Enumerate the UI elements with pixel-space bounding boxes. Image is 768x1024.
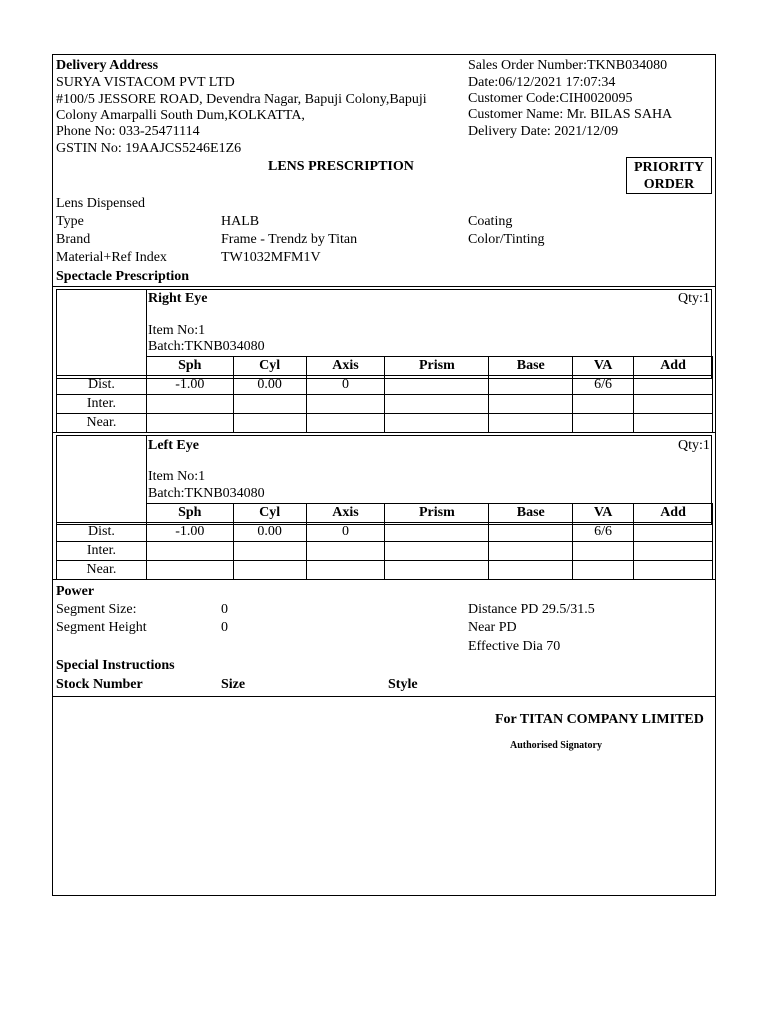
table-cell — [573, 395, 634, 414]
table-cell — [634, 542, 713, 561]
table-header-row — [57, 357, 713, 376]
table-cell — [634, 414, 713, 433]
table-row — [57, 414, 713, 433]
delivery-address-heading: Delivery Address — [56, 58, 159, 73]
table-cell — [385, 542, 489, 561]
authorised-signatory: Authorised Signatory — [510, 740, 602, 751]
column-header: Cyl — [233, 504, 306, 523]
left-eye-qty: Qty:1 — [678, 438, 710, 453]
table-cell — [634, 395, 713, 414]
table-cell — [233, 542, 306, 561]
order-date: Date:06/12/2021 17:07:34 — [468, 75, 616, 90]
table-cell — [233, 395, 306, 414]
delivery-company: SURYA VISTACOM PVT LTD — [56, 75, 235, 90]
divider — [52, 579, 716, 580]
type-label: Type — [56, 214, 84, 229]
table-cell — [385, 376, 489, 395]
divider — [146, 435, 147, 503]
color-tinting-label: Color/Tinting — [468, 232, 545, 247]
delivery-gstin: GSTIN No: 19AAJCS5246E1Z6 — [56, 141, 242, 156]
table-row — [57, 561, 713, 580]
delivery-address-line1: #100/5 JESSORE ROAD, Devendra Nagar, Bapuji Colony,Bapuji — [56, 92, 427, 107]
row-label: Dist. — [57, 523, 147, 542]
spectacle-prescription-heading: Spectacle Prescription — [56, 269, 190, 284]
table-cell — [634, 523, 713, 542]
table-cell — [385, 395, 489, 414]
segment-size-label: Segment Size: — [56, 602, 137, 617]
table-cell — [489, 414, 573, 433]
table-cell — [634, 376, 713, 395]
table-cell — [146, 561, 233, 580]
table-cell: 6/6 — [573, 523, 634, 542]
material-label: Material+Ref Index — [56, 250, 167, 265]
column-header: Add — [634, 357, 713, 376]
left-eye-item: Item No:1 — [148, 469, 206, 484]
coating-label: Coating — [468, 214, 513, 229]
column-header: Base — [489, 357, 573, 376]
priority-line1: PRIORITY — [633, 160, 704, 175]
table-cell — [306, 542, 385, 561]
priority-order-badge — [626, 157, 712, 194]
segment-size-value: 0 — [221, 602, 228, 617]
table-cell — [306, 414, 385, 433]
column-header: VA — [573, 357, 634, 376]
right-eye-title: Right Eye — [148, 291, 208, 306]
type-value: HALB — [221, 214, 260, 229]
row-label: Inter. — [57, 542, 147, 561]
table-cell — [634, 561, 713, 580]
table-cell — [385, 561, 489, 580]
table-cell — [146, 414, 233, 433]
table-cell — [385, 523, 489, 542]
row-label: Near. — [57, 414, 147, 433]
column-header: Axis — [306, 357, 385, 376]
table-cell — [573, 561, 634, 580]
column-header: Sph — [146, 504, 233, 523]
table-cell — [489, 542, 573, 561]
divider — [146, 289, 147, 357]
divider — [52, 286, 716, 287]
table-cell — [489, 376, 573, 395]
table-cell: -1.00 — [146, 523, 233, 542]
table-cell: 0.00 — [233, 376, 306, 395]
table-cell: 0 — [306, 523, 385, 542]
segment-height-label: Segment Height — [56, 620, 147, 635]
table-cell — [489, 395, 573, 414]
segment-height-value: 0 — [221, 620, 228, 635]
delivery-phone: Phone No: 033-25471114 — [56, 124, 200, 139]
effective-dia: Effective Dia 70 — [468, 639, 561, 654]
table-cell — [489, 523, 573, 542]
stock-number-label: Stock Number — [56, 677, 143, 692]
table-row — [57, 542, 713, 561]
sales-order-number: Sales Order Number:TKNB034080 — [468, 58, 668, 73]
column-header: Base — [489, 504, 573, 523]
left-eye-table — [56, 503, 713, 580]
table-cell: 0 — [306, 376, 385, 395]
left-eye-batch: Batch:TKNB034080 — [148, 486, 265, 501]
brand-label: Brand — [56, 232, 91, 247]
table-cell — [146, 395, 233, 414]
column-header: Sph — [146, 357, 233, 376]
style-label: Style — [388, 677, 418, 692]
table-cell — [573, 414, 634, 433]
brand-value: Frame - Trendz by Titan — [221, 232, 358, 247]
customer-name: Customer Name: Mr. BILAS SAHA — [468, 107, 673, 122]
divider — [52, 432, 716, 433]
column-header: Axis — [306, 504, 385, 523]
size-label: Size — [221, 677, 246, 692]
table-cell — [306, 561, 385, 580]
header-blank — [57, 357, 147, 376]
table-cell — [306, 395, 385, 414]
right-eye-item: Item No:1 — [148, 323, 206, 338]
distance-pd: Distance PD 29.5/31.5 — [468, 602, 595, 617]
table-row — [57, 376, 713, 395]
priority-line2: ORDER — [643, 177, 695, 192]
column-header: Add — [634, 504, 713, 523]
column-header: Prism — [385, 357, 489, 376]
column-header: Cyl — [233, 357, 306, 376]
material-value: TW1032MFM1V — [221, 250, 321, 265]
table-cell — [385, 414, 489, 433]
row-label: Dist. — [57, 376, 147, 395]
divider — [52, 696, 716, 697]
special-instructions-heading: Special Instructions — [56, 658, 175, 673]
right-eye-qty: Qty:1 — [678, 291, 710, 306]
customer-code: Customer Code:CIH0020095 — [468, 91, 633, 106]
column-header: VA — [573, 504, 634, 523]
table-row — [57, 395, 713, 414]
table-cell — [489, 561, 573, 580]
page-title: LENS PRESCRIPTION — [268, 159, 414, 174]
table-cell — [146, 542, 233, 561]
table-cell — [233, 414, 306, 433]
table-cell — [573, 542, 634, 561]
right-eye-batch: Batch:TKNB034080 — [148, 339, 265, 354]
table-row — [57, 523, 713, 542]
table-header-row — [57, 504, 713, 523]
near-pd: Near PD — [468, 620, 517, 635]
table-cell: 0.00 — [233, 523, 306, 542]
left-eye-title: Left Eye — [148, 438, 199, 453]
power-heading: Power — [56, 584, 95, 599]
table-cell: -1.00 — [146, 376, 233, 395]
table-cell: 6/6 — [573, 376, 634, 395]
row-label: Inter. — [57, 395, 147, 414]
delivery-date: Delivery Date: 2021/12/09 — [468, 124, 619, 139]
header-blank — [57, 504, 147, 523]
right-eye-table — [56, 356, 713, 433]
row-label: Near. — [57, 561, 147, 580]
delivery-address-line2: Colony Amarpalli South Dum,KOLKATTA, — [56, 108, 305, 123]
company-signature-line: For TITAN COMPANY LIMITED — [495, 712, 704, 727]
table-cell — [233, 561, 306, 580]
column-header: Prism — [385, 504, 489, 523]
lens-dispensed-label: Lens Dispensed — [56, 196, 146, 211]
